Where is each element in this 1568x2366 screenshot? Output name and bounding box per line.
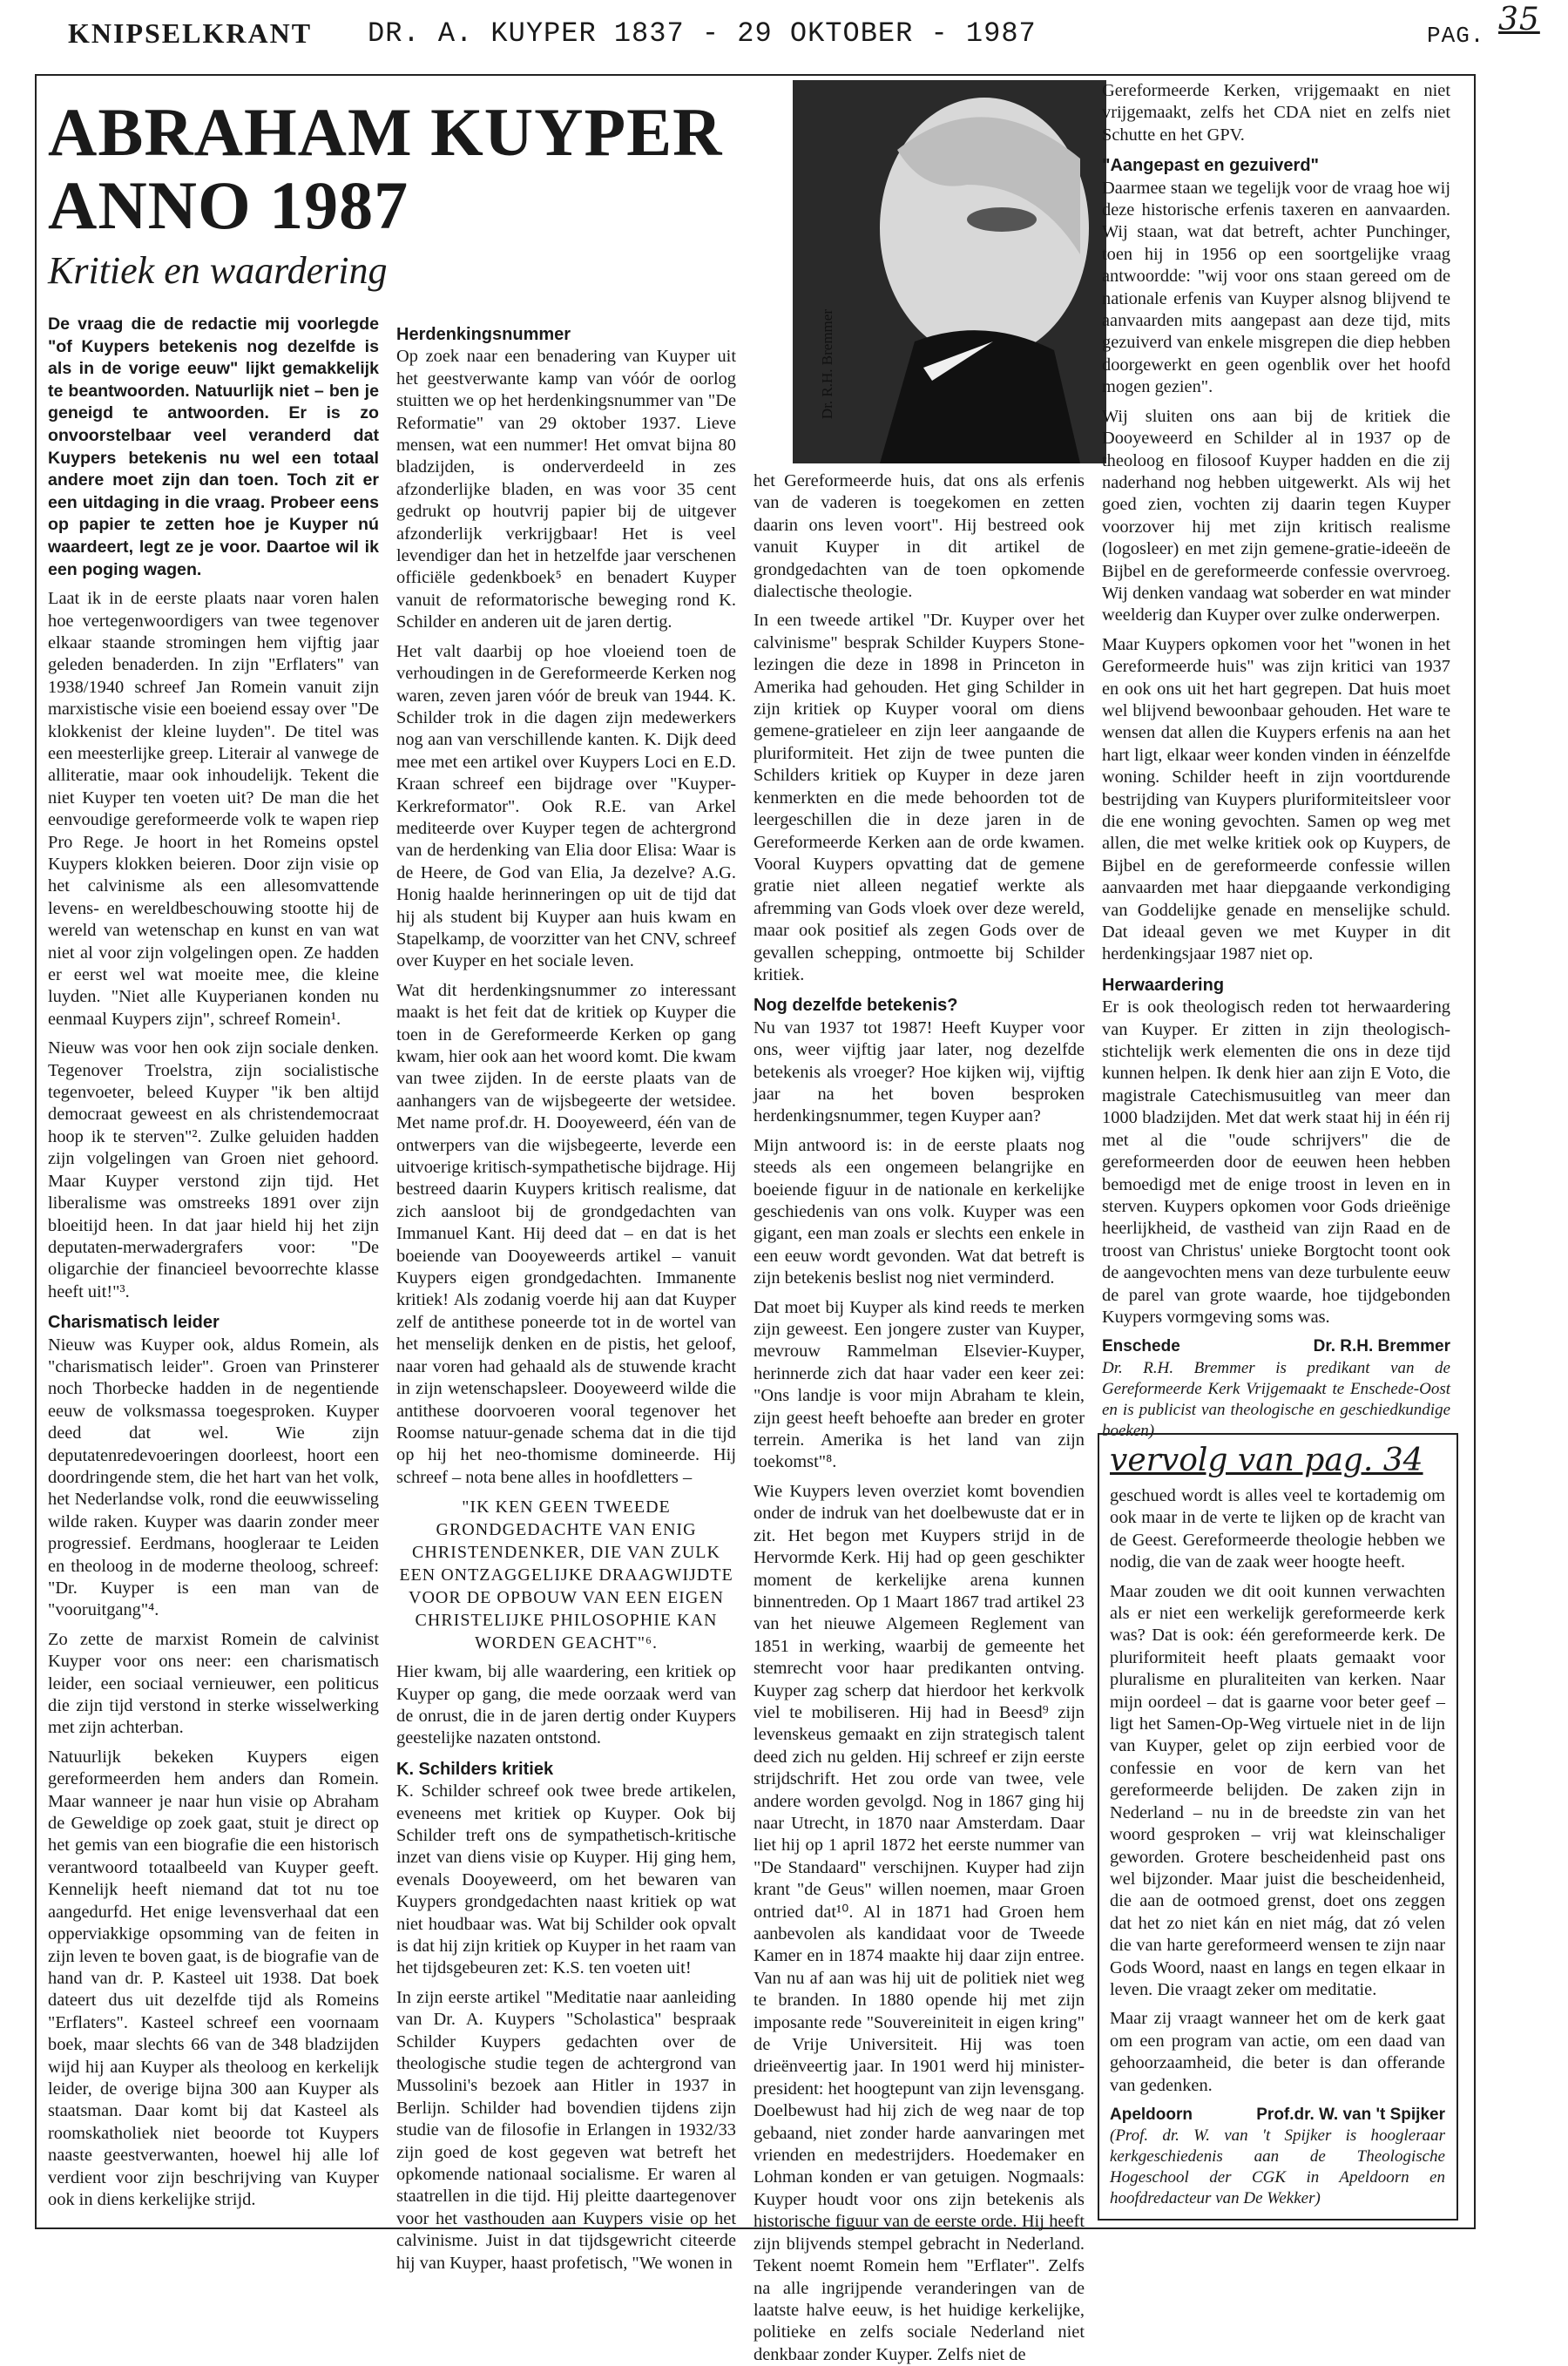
paragraph: Daarmee staan we tegelijk voor de vraag hoe wij deze historische erfenis taxeren en aanvaarden. Wij staan, wat dat betreft, achter Punchinger, toen hij in 1956 op een soortgelijke vraag antwoordde: "wij voor ons staan gereed om de nationale erfenis van Kuyper alsnog blijvend te aanvaarden mits aangepast aan deze tijd, mits gezuiverd van enkele misgrepen die diep hebben doorgewerkt en geen ogenblik over het hoofd mogen gezien". [1102,178,1450,397]
column-3 [754,470,1085,2364]
paragraph: Wij sluiten ons aan bij de kritiek die Dooyeweerd en Schilder al in 1937 op de theoloog en filosoof Kuyper hadden en die zij naderhand nog hebben uitgewerkt. Als wij het goed zien, vochten zij daarin tegen Kuyper voorzover hij met zijn kritisch realisme (logosleer) en met zijn gemene-gratie-ideeën de Bijbel en de gereformeerde confessie overvroeg. Wij denken vandaag wat soberder en wat minder weelderig dan Kuyper over zulke onderwerpen. [1102,406,1450,625]
paragraph: In zijn eerste artikel "Meditatie naar aanleiding van Dr. A. Kuypers "Scholastica" bespraak Schilder Kuypers gedachten over de theologische studie tegen de achtergrond van Mussolini's bezoek aan Hitler in 1937 in Berlijn. Schilder had bovendien tijdens zijn studie van de filosofie in Erlangen in 1932/33 zijn goed de kost gegeven wat betreft het opkomende nationaal socialisme. Er waren al staatrellen in die tijd. Hij pleitte daartegenover voor het vasthouden aan Kuypers visie op het calvinisme. Juist in dat tijdsgewricht citeerde hij van Kuyper, haast profetisch, "We wonen in [396,1987,736,2273]
header-page-number: 35 [1498,2,1540,37]
paragraph: Mijn antwoord is: in de eerste plaats nog steeds als een ongemeen belangrijke en boeiende figuur in de nationale en kerkelijke geschiedenis van ons volk. Kuyper was een gigant, een man zoals er slechts een enkele in een eeuw wordt gevonden. Wat dat betreft is zijn betekenis beslist nog niet verminderd. [754,1135,1085,1288]
paragraph: Dat moet bij Kuyper als kind reeds te merken zijn geweest. Een jongere zuster van Kuyper, mevrouw Rammelman Elsevier-Kuyper, herinnerde zich dat haar vader een keer zei: "Ons landje is voor mijn Abraham te klein, zijn geest heeft behoefte aan breder en groter terrein. Amerika is het land van zijn toekomst"⁸. [754,1297,1085,1472]
paragraph: Op zoek naar een benadering van Kuyper uit het geestverwante kamp van vóór de oorlog stuitten we op het herdenkingsnummer van "De Reformatie" van 29 oktober 1937. Lieve mensen, wat een nummer! Het omvat bijna 80 bladzijden, is onderverdeeld in zes afzonderlijke bladen, en was voor 35 cent gedrukt op houtvrij papier bij de uitgever afzonderlijk verkrijgbaar! Het is veel levendiger dan het in hetzelfde jaar verschenen officiële gedenkboek⁵ en benadert Kuyper vanuit de reformatorische beweging rond K. Schilder en anderen uit de jaren dertig. [396,347,736,632]
author-note: (Prof. dr. W. van 't Spijker is hoogleraar kerkgeschiedenis aan de Theologische Hogeschool der CGK in Apeldoorn en hoofdredacteur van De Wekker) [1110,2126,1445,2208]
paragraph: Laat ik in de eerste plaats naar voren halen hoe vertegenwoordigers van twee tegenover elkaar staande stromingen hem vijftig jaar geleden benaderden. In zijn "Erflaters" van 1938/1940 schreef Jan Romein vanuit zijn marxistische visie een boeiend essay over "De klokkenist der kleine luyden". De titel was een meesterlijke greep. Literair al vanwege de alliteratie, maar ook inhoudelijk. Tekent die niet Kuyper ten voeten uit? De man die het eenvoudige gereformeerde volk te wapen riep Pro Rege. Je hoort in het Romeins opstel Kuypers klokken beieren. Door zijn visie op het calvinisme als een allesomvattende levens- en wereldbeschouwing stootte hij de wereld van wetenschap en kunst en van wat niet al voor zijn volgelingen open. Ze hadden er eerst wel wat moeite mee, die kleine luyden. "Niet alle Kuyperianen konden nu eenmaal Kuypers zijn", schreef Romein¹. [48,589,379,1029]
paragraph: Zo zette de marxist Romein de calvinist Kuyper voor ons neer: een charismatisch leider, een sociaal vernieuwer, een politicus die zijn tijd verstond in sterke wisselwerking met zijn achterban. [48,1629,379,1738]
article-subtitle: Kritiek en waardering [48,249,388,292]
paragraph: Natuurlijk bekeken Kuypers eigen gereformeerden hem anders dan Romein. Maar wanneer je naar hun visie op Abraham de Geweldige op zoek gaat, stuit je direct op het gemis van een biografie die een historisch verantwoord totaalbeeld van Kuyper geeft. Kennelijk heeft niemand dat tot nu toe aangedurfd. Het enige levensverhaal dat een opperviakkige opsomming van de feiten in zijn leven te boven gaat, is de biografie van de hand van dr. P. Kasteel uit 1938. Dat boek dateert dus uit dezelfde tijd als Romeins "Erflaters". Kasteel schreef een voornaam boek, maar slechts 66 van de 348 bladzijden wijd hij aan Kuyper als theoloog en kerkelijk leider, de overige bijna 300 aan Kuyper als staatsman. Daar komt bij dat Kasteel als roomskatholiek niet beoorde tot Kuypers naaste geestverwanten, hoewel hij alle lof verdient voor zijn beschrijving van Kuyper ook in diens kerkelijke strijd. [48,1747,379,2209]
signature-name: Prof.dr. W. van 't Spijker [1256,2105,1445,2124]
section-heading: "Aangepast en gezuiverd" [1102,156,1320,176]
section-heading: K. Schilders kritiek [396,1759,554,1779]
continuation-column [1110,1443,1445,2210]
paragraph: Nieuw was Kuyper ook, aldus Romein, als "charismatisch leider". Groen van Prinsterer noch Thorbecke hadden in de negentiende eeuw de volksmassa toegesproken. Kuyper deed dat wel. Wie zijn deputatenredevoeringen doorleest, hoort een doordringende stem, die het hart van het volk, het Nederlandse volk, rond die eeuwwisseling wilde raken. Kuyper was daarin zonder meer progressief. Eerdmans, hoogleraar te Leiden en theoloog in de moderne theoloog, schreef: "Dr. Kuyper is een man van de "vooruitgang"⁴. [48,1335,379,1620]
handwritten-note: vervolg van pag. 34 [1110,1443,1423,1478]
signature-place: Apeldoorn [1110,2105,1193,2124]
paragraph: Gereformeerde Kerken, vrijgemaakt en niet vrijgemaakt, zelfs het CDA niet en zelfs niet Schutte en het GPV. [1102,81,1450,145]
section-heading: Herwaardering [1102,975,1225,995]
paragraph: Maar Kuypers opkomen voor het "wonen in het Gereformeerde huis" was zijn kritici van 1937 en ook ons uit het hart gegrepen. Dat huis moet wel blijvend bewoonbaar gehouden. Het ware te wensen dat allen die Kuypers erfenis na aan het hart ligt, elkaar weer konden vinden in éénzelfde woning. Schilder heeft in zijn voortdurende bestrijding van Kuypers pluriformiteitsleer voor die ene woning gevochten. Samen op weg met allen, die met welke kritiek ook op Kuypers, de Bijbel en de gereformeerde confessie willen aanvaarden met haar diepgaande verkondiging van Goddelijke genade en menselijke schuld. Dat ideaal geven we met Kuyper in dit herdenkingsjaar 1987 niet op. [1102,634,1450,964]
header-knipselkrant: KNIPSELKRANT [68,17,313,49]
portrait-photo [793,80,1106,463]
paragraph: Maar zij vraagt wanneer het om de kerk gaat om een program van actie, om een daad van gehoorzaamheid, die beter is dan offerande van gedenken. [1110,2009,1445,2095]
paragraph: Hier kwam, bij alle waardering, een kritiek op Kuyper op gang, die mede oorzaak werd van de onrust, die in de jaren dertig onder Kuypers geestelijke nazaten ontstond. [396,1662,736,1748]
signature-2 [1110,2104,1445,2126]
section-heading: Herdenkingsnummer [396,325,571,344]
paragraph: Wat dit herdenkingsnummer zo interessant maakt is het feit dat de kritiek op Kuyper die toen in de Gereformeerde Kerken op gang kwam, hier ook aan het woord komt. Die kwam van twee zijden. In de eerste plaats van de aanhangers van de wijsbegeerte der wetsidee. Met name prof.dr. H. Dooyeweerd, één van de ontwerpers van die wijsbegeerte, leverde een uitvoerige kritisch-sympathetische bijdrage. Hij bestreed daarin Kuypers kritisch realisme, dat zich aansloot bij de grondgedachten van Immanuel Kant. Hij deed dat – en dat is het boeiende van Dooyeweerds artikel – vanuit Kuypers eigen grondgedachten. Immanente kritiek! Als zodanig voerde hij aan dat Kuyper zelf de antithese poneerde tot in de wortel van het menselijk denken en de pistis, het geloof, naar voren had gehaald als de stuwende kracht in zijn wetenschapsleer. Dooyeweerd wilde die antithese doorvoeren vooral tegenover het Roomse natuur-genade schema dat in die tijd op hij het neo-thomisme domineerde. Hij schreef – nota bene alles in hoofdletters – [396,980,736,1487]
header-pag-label: PAG. [1427,23,1485,49]
paragraph: K. Schilder schreef ook twee brede artikelen, eveneens met kritiek op Kuyper. Ook bij Schilder treft ons de sympathetisch-kritische inzet van diens visie op Kuyper. Hij ging hem, evenals Dooyeweerd, om het bewaren van Kuypers grondgedachten naast kritiek op wat niet houdbaar was. Wat bij Schilder ook opvalt is dat hij zijn kritiek op Kuyper in het raam van het tijdsgebeuren zet: K.S. ten voeten uit! [396,1781,736,1978]
section-heading: Nog dezelfde betekenis? [754,996,958,1016]
column-1 [48,314,379,2209]
column-2 [396,324,736,2273]
title-line-2: ANNO 1987 [48,167,409,243]
section-heading: Charismatisch leider [48,1313,220,1333]
paragraph: Maar zouden we dit ooit kunnen verwachten als er niet een werkelijk gereformeerde kerk was? Dat is ook: één gereformeerde kerk. De pluriformiteit heeft plaats gemaakt voor pluralisme en pluraliteiten van kerken. Naar mijn oordeel – dat is gaarne voor beter geef – ligt het Samen-Op-Weg virtuele niet in de lijn van Kuyper, gelet op zijn eerbied voor de confessie en voor de kern van het gereformeerde belijden. De zaken zijn in Nederland – nu in de breedste zin van het woord gesproken – vrij wat kleinschaliger geworden. Grotere bescheidenheid past ons wel bijzonder. Maar juist die bescheidenheid, die aan de ootmoed grenst, doet ons zeggen dat het zo niet kán en niet mág, dat zó velen die van harte gereformeerd wensen te zijn naar Gods Woord, naast en langs en tegen elkaar in leven. Die vraagt zeker om meditatie. [1110,1581,1445,1999]
paragraph: het Gereformeerde huis, dat ons als erfenis van de vaderen is toegekomen en zetten daarin ons leven voort". Hij bestreed ook vanuit Kuyper in dit artikel de grondgedachten van de toen opkomende dialectische theologie. [754,471,1085,602]
signature-name: Dr. R.H. Bremmer [1313,1337,1450,1356]
signature-place: Enschede [1102,1337,1180,1356]
paragraph: Wie Kuypers leven overziet komt bovendien onder de indruk van het doelbewuste dat er in zit. Het begon met Kuypers strijd in de Hervormde Kerk. Hij had op geen geschikter moment de kerkelijke arena kunnen binnentreden. Op 1 Maart 1867 trad artikel 23 van het nieuwe Algemeen Reglement van 1851 in werking, waarbij de gemeente het stemrecht voor haar predikanten ontving. Kuyper zag scherp dat hierdoor het kerkvolk viel te mobiliseren. Hij had in Beesd⁹ zijn levenskeus gemaakt en zijn strategisch talent deed zich nu gelden. Hij schreef er zijn eerste strijdschrift. Het zou orde van twee, vele andere worden gevolgd. Nog in 1867 ging hij naar Utrecht, in 1870 naar Amsterdam. Daar liet hij op 1 april 1872 het eerste nummer van "De Standaard" verschijnen. Kuyper had zijn krant "de Geus" willen noemen, maar Groen ontried dat¹⁰. Al in 1871 had Groen hem aanbevolen als kandidaat voor de Tweede Kamer en in 1874 maakte hij daar zijn entree. Van nu af aan was hij uit de politiek niet weg te branden. In 1880 opende hij met zijn imposante rede "Souvereiniteit in eigen kring" de Vrije Universiteit. Hij was toen drieënveertig jaar. In 1901 werd hij minister-president: het hoogtepunt van zijn levensgang. Doelbewust had hij zich de weg naar de top gebaand, niet zonder harde aanvaringen met vrienden en medestrijders. Hoedemaker en Lohman konden er van getuigen. Nogmaals: Kuyper houdt voor ons zijn betekenis als historische figuur van de eerste orde. Hij heeft zijn blijvends stempel gebracht in Nederland. Tekent noemt Romein hem "Erflater". Zelfs na alle ingrijpende veranderingen van de laatste halve eeuw, is het huidige kerkelijke, politieke en zelfs sociale Nederland niet denkbaar zonder Kuyper. Zelfs niet de [754,1481,1085,2364]
intro-paragraph: De vraag die de redactie mij voorlegde "of Kuypers betekenis nog dezelfde is als in de vorige eeuw" lijkt gemakkelijk te beantwoorden. Natuurlijk niet – ben je geneigd te antwoorden. Er is zo onvoorstelbaar veel veranderd dat Kuypers betekenis nu wel een totaal andere moet zijn dan toen. Toch zit er een uitdaging in die vraag. Probeer eens op papier te zetten hoe je Kuyper nú waardeert, legt ze je voor. Daartoe wil ik een poging wagen. [48,314,379,579]
paragraph: Er is ook theologisch reden tot herwaardering van Kuyper. Er zitten in zijn theologisch-stichtelijk werk elementen die ons in deze tijd kunnen helpen. Ik denk hier aan zijn E Voto, die magistrale Catechismusuitleg van meer dan 1000 bladzijden. Met dat werk staat hij in één rij met al die "oude schrijvers" die de gereformeerden door de eeuwen heen hebben bemoedigd met de enige troost in leven en in sterven. Kuypers opkomen voor Gods drieënige heerlijkheid, de vastheid van zijn Raad en de troost van Christus' unieke Borgtocht toont ook de aangevochten mens van deze turbulente eeuw de parel van grote waarde, hoe tijdgebonden Kuypers vormgeving soms was. [1102,997,1450,1327]
signature-1 [1102,1335,1450,1357]
paragraph: geschued wordt is alles veel te kortademig om ook maar in de verte te lijken op de kracht van de Geest. Gereformeerde theologie hebben we nodig, die van de zaak weer hoogte heeft. [1110,1486,1445,1572]
paragraph: Nu van 1937 tot 1987! Heeft Kuyper voor ons, weer vijftig jaar later, nog dezelfde betekenis als vroeger? Hoe kijken wij, vijftig jaar na het boven besproken herdenkingsnummer, tegen Kuyper aan? [754,1017,1085,1126]
column-4 [1102,80,1450,1440]
article-title [48,96,722,242]
title-line-1: ABRAHAM KUYPER [48,94,723,170]
paragraph: In een tweede artikel "Dr. Kuyper over het calvinisme" besprak Schilder Kuypers Stone-lezingen die deze in 1898 in Princeton in Amerika had gehouden. Het ging Schilder in zijn kritiek op Kuyper vooral om diens gemene-gratieleer en zijn leer aangaande de pluriformiteit. Het zijn de twee punten die Schilders kritiek op Kuyper in deze jaren kenmerkten en die mede behoorden tot de leergeschillen die in deze jaren in de Gereformeerde Kerken aan de orde kwamen. Vooral Kuypers opvatting dat de gemene gratie niet alleen negatief werkte als afremming van Gods vloek over deze wereld, maar ook positief als zegen Gods over de gevallen schepping, ontmoette bij Schilder kritiek. [754,611,1085,984]
paragraph: Het valt daarbij op hoe vloeiend toen de verhoudingen in de Gereformeerde Kerken nog waren, zeven jaren vóór de breuk van 1944. K. Schilder trok in die dagen zijn medewerkers nog aan van verschillende kanten. K. Dijk deed mee met een artikel over Kuypers Loci en E.D. Kraan schreef een bijdrage over "Kuyper- Kerkreformator". Ook R.E. van Arkel mediteerde over Kuyper tegen de achtergrond van de herdenking van Elia door Elisa: Waar is de Heere, de God van Elia, Ja dezelve? A.G. Honig haalde herinneringen op uit de tijd dat hij als student bij Kuyper aan huis kwam en Stapelkamp, de voorzitter van het CNV, schreef over Kuyper en het sociale leven. [396,641,736,971]
quote-caps: "IK KEN GEEN TWEEDE GRONDGEDACHTE VAN ENIG CHRISTENDENKER, DIE VAN ZULK EEN ONTZAGGELIJKE DRAAGWIJDTE VOOR DE OPBOUW VAN EEN EIGEN CHRISTELIJKE PHILOSOPHIE KAN WORDEN GEACHT"⁶. [399,1497,733,1653]
continuation-box [1098,1433,1458,2221]
author-note: Dr. R.H. Bremmer is predikant van de Gereformeerde Kerk Vrijgemaakt te Enschede-Oost en is publicist van theologische en geschiedkundige boeken) [1102,1358,1450,1440]
photo-credit: Dr. R.H. Bremmer [819,309,835,420]
portrait-illustration [793,80,1106,463]
paragraph: Nieuw was voor hen ook zijn sociale denken. Tegenover Troelstra, zijn socialistische tegenvoeter, beleed Kuyper "ik ben altijd democraat geweest en als christendemocraat hoop ik te sterven"². Zulke geluiden hadden zijn volgelingen van Groen niet gehoord. Maar Kuyper verstond zijn tijd. Het liberalisme was omstreeks 1891 over zijn bloeitijd heen. In dat jaar hield hij het zijn deputaten-merwadergrafers voor: "De oligarchie der financieel bevoorrechte klasse heeft uit!"³. [48,1038,379,1301]
header-title: DR. A. KUYPER 1837 - 29 OKTOBER - 1987 [368,17,1037,50]
